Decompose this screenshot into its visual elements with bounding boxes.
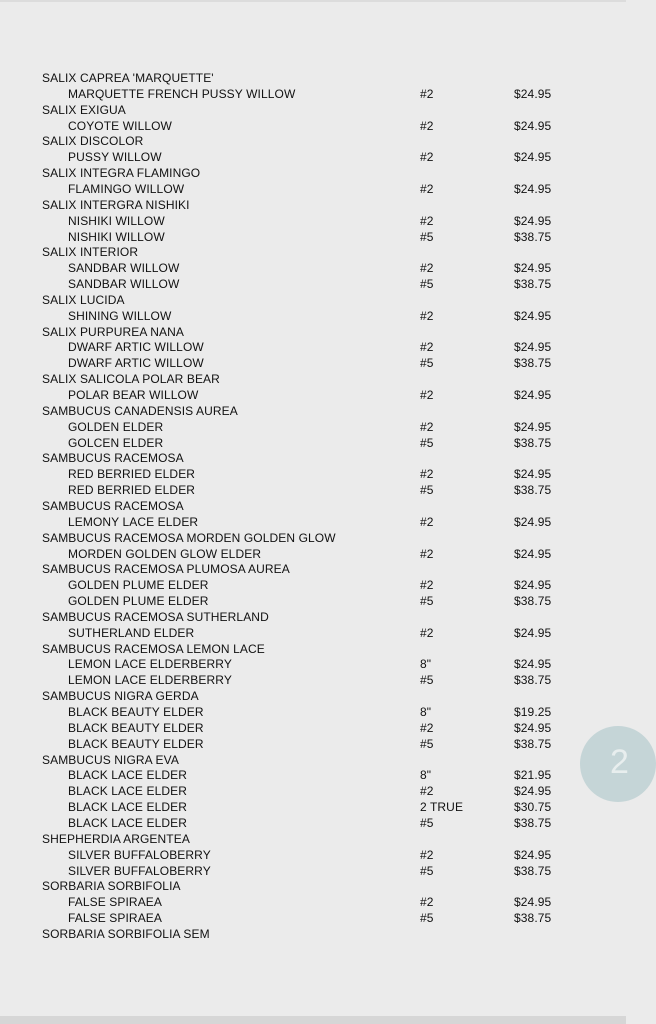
- item-row: [0, 339, 626, 355]
- genus-name: SALIX LUCIDA: [42, 292, 125, 307]
- price: $21.95: [514, 768, 552, 783]
- item-row: [0, 910, 626, 926]
- common-name: GOLCEN ELDER: [68, 435, 164, 450]
- price: $38.75: [514, 673, 552, 688]
- genus-row: [0, 197, 626, 213]
- price: $24.95: [514, 625, 552, 640]
- genus-name: SALIX DISCOLOR: [42, 134, 144, 149]
- item-row: [0, 815, 626, 831]
- genus-name: SALIX INTEGRA FLAMINGO: [42, 166, 201, 181]
- genus-name: SORBARIA SORBIFOLIA SEM: [42, 926, 210, 941]
- price: $38.75: [514, 356, 552, 371]
- item-row: [0, 514, 626, 530]
- price: $24.95: [514, 261, 552, 276]
- bottom-scroll-bar: [0, 1016, 626, 1024]
- genus-row: [0, 688, 626, 704]
- common-name: BLACK BEAUTY ELDER: [68, 736, 204, 751]
- item-row: [0, 276, 626, 292]
- price: $24.95: [514, 181, 552, 196]
- genus-row: [0, 561, 626, 577]
- common-name: POLAR BEAR WILLOW: [68, 388, 199, 402]
- page-number: 2: [610, 743, 629, 781]
- genus-row: [0, 878, 626, 894]
- item-row: [0, 213, 626, 229]
- genus-name: SALIX PURPUREA NANA: [42, 324, 184, 339]
- price: $38.75: [514, 435, 552, 450]
- genus-row: [0, 831, 626, 847]
- price: $24.95: [514, 118, 552, 133]
- genus-row: [0, 752, 626, 768]
- container-size: #2: [420, 847, 434, 862]
- common-name: DWARF ARTIC WILLOW: [68, 356, 204, 371]
- container-size: #5: [420, 594, 434, 608]
- item-row: [0, 181, 626, 197]
- container-size: #2: [420, 625, 434, 640]
- common-name: LEMON LACE ELDERBERRY: [68, 657, 232, 672]
- price: $24.95: [514, 388, 552, 402]
- container-size: #2: [420, 419, 434, 434]
- price: $38.75: [514, 594, 552, 608]
- container-size: #2: [420, 388, 434, 402]
- container-size: #2: [420, 213, 434, 228]
- price: $38.75: [514, 736, 552, 751]
- price: $24.95: [514, 308, 552, 323]
- common-name: FALSE SPIRAEA: [68, 911, 163, 925]
- container-size: 2 TRUE: [420, 800, 464, 815]
- price: $24.95: [514, 895, 552, 910]
- item-row: [0, 577, 626, 593]
- genus-row: [0, 609, 626, 625]
- price: $24.95: [514, 720, 552, 735]
- common-name: BLACK BEAUTY ELDER: [68, 705, 204, 719]
- container-size: #2: [420, 720, 434, 735]
- item-row: [0, 704, 626, 720]
- item-row: [0, 656, 626, 672]
- page-indicator[interactable]: [580, 726, 656, 802]
- common-name: BLACK LACE ELDER: [68, 784, 187, 799]
- container-size: 8": [420, 705, 432, 719]
- price: $24.95: [514, 514, 552, 529]
- common-name: SANDBAR WILLOW: [68, 261, 180, 276]
- genus-name: SAMBUCUS RACEMOSA MORDEN GOLDEN GLOW: [42, 530, 336, 545]
- item-row: [0, 229, 626, 245]
- container-size: #2: [420, 340, 434, 355]
- item-row: [0, 767, 626, 783]
- common-name: BLACK LACE ELDER: [68, 768, 187, 783]
- price: $24.95: [514, 546, 552, 561]
- common-name: BLACK LACE ELDER: [68, 800, 187, 815]
- price: $30.75: [514, 800, 552, 815]
- price: $38.75: [514, 229, 552, 244]
- genus-name: SALIX CAPREA 'MARQUETTE': [42, 71, 214, 85]
- common-name: SILVER BUFFALOBERRY: [68, 847, 211, 862]
- item-row: [0, 736, 626, 752]
- container-size: #2: [420, 181, 434, 196]
- container-size: #5: [420, 911, 434, 925]
- genus-name: SAMBUCUS RACEMOSA LEMON LACE: [42, 641, 265, 656]
- common-name: NISHIKI WILLOW: [68, 229, 165, 244]
- common-name: SUTHERLAND ELDER: [68, 625, 195, 640]
- price: $38.75: [514, 863, 552, 878]
- price: $38.75: [514, 483, 552, 498]
- genus-row: [0, 133, 626, 149]
- common-name: GOLDEN PLUME ELDER: [68, 594, 209, 608]
- container-size: #2: [420, 578, 434, 593]
- price: $24.95: [514, 86, 552, 101]
- common-name: SHINING WILLOW: [68, 308, 172, 323]
- container-size: #2: [420, 308, 434, 323]
- common-name: LEMONY LACE ELDER: [68, 514, 199, 529]
- item-row: [0, 720, 626, 736]
- genus-name: SAMBUCUS NIGRA GERDA: [42, 689, 199, 704]
- genus-row: [0, 244, 626, 260]
- price: $24.95: [514, 784, 552, 799]
- container-size: #5: [420, 673, 434, 688]
- container-size: #5: [420, 435, 434, 450]
- container-size: #2: [420, 784, 434, 799]
- common-name: BLACK BEAUTY ELDER: [68, 720, 204, 735]
- container-size: #2: [420, 261, 434, 276]
- genus-row: [0, 102, 626, 118]
- price: $24.95: [514, 847, 552, 862]
- genus-name: SALIX INTERIOR: [42, 245, 139, 260]
- common-name: GOLDEN ELDER: [68, 419, 164, 434]
- container-size: #2: [420, 467, 434, 482]
- price: $38.75: [514, 911, 552, 925]
- item-row: [0, 260, 626, 276]
- container-size: #5: [420, 356, 434, 371]
- item-row: [0, 783, 626, 799]
- container-size: #5: [420, 863, 434, 878]
- item-row: [0, 863, 626, 879]
- container-size: #5: [420, 815, 434, 830]
- item-row: [0, 435, 626, 451]
- item-row: [0, 799, 626, 815]
- item-row: [0, 546, 626, 562]
- genus-row: [0, 165, 626, 181]
- container-size: #2: [420, 86, 434, 101]
- common-name: FALSE SPIRAEA: [68, 895, 163, 910]
- price: $24.95: [514, 657, 552, 672]
- item-row: [0, 419, 626, 435]
- genus-name: SALIX EXIGUA: [42, 102, 126, 117]
- common-name: PUSSY WILLOW: [68, 150, 162, 165]
- item-row: [0, 387, 626, 403]
- genus-name: SALIX INTERGRA NISHIKI: [42, 197, 190, 212]
- common-name: NISHIKI WILLOW: [68, 213, 165, 228]
- container-size: #5: [420, 736, 434, 751]
- common-name: DWARF ARTIC WILLOW: [68, 340, 204, 355]
- container-size: #2: [420, 514, 434, 529]
- price: $19.25: [514, 705, 552, 719]
- common-name: GOLDEN PLUME ELDER: [68, 578, 209, 593]
- genus-name: SAMBUCUS RACEMOSA PLUMOSA AUREA: [42, 562, 290, 577]
- genus-row: [0, 403, 626, 419]
- container-size: #2: [420, 546, 434, 561]
- item-row: [0, 308, 626, 324]
- item-row: [0, 894, 626, 910]
- price: $24.95: [514, 419, 552, 434]
- container-size: #2: [420, 118, 434, 133]
- price: $38.75: [514, 277, 552, 291]
- genus-name: SAMBUCUS RACEMOSA: [42, 498, 184, 513]
- price: $38.75: [514, 815, 552, 830]
- common-name: MARQUETTE FRENCH PUSSY WILLOW: [68, 86, 296, 101]
- common-name: BLACK LACE ELDER: [68, 815, 187, 830]
- genus-row: [0, 324, 626, 340]
- genus-name: SAMBUCUS NIGRA EVA: [42, 752, 179, 767]
- common-name: SILVER BUFFALOBERRY: [68, 863, 211, 878]
- price: $24.95: [514, 213, 552, 228]
- item-row: [0, 86, 626, 102]
- price: $24.95: [514, 578, 552, 593]
- container-size: #5: [420, 229, 434, 244]
- genus-name: SHEPHERDIA ARGENTEA: [42, 831, 190, 846]
- container-size: #2: [420, 150, 434, 165]
- item-row: [0, 118, 626, 134]
- container-size: 8": [420, 657, 432, 672]
- item-row: [0, 847, 626, 863]
- genus-row: [0, 70, 626, 86]
- item-row: [0, 482, 626, 498]
- item-row: [0, 625, 626, 641]
- common-name: RED BERRIED ELDER: [68, 467, 196, 482]
- genus-name: SAMBUCUS RACEMOSA SUTHERLAND: [42, 609, 269, 624]
- genus-row: [0, 371, 626, 387]
- common-name: LEMON LACE ELDERBERRY: [68, 673, 232, 688]
- item-row: [0, 355, 626, 371]
- container-size: #5: [420, 277, 434, 291]
- container-size: #2: [420, 895, 434, 910]
- common-name: FLAMINGO WILLOW: [68, 181, 185, 196]
- genus-name: SORBARIA SORBIFOLIA: [42, 879, 181, 894]
- price: $24.95: [514, 467, 552, 482]
- price: $24.95: [514, 150, 552, 165]
- item-row: [0, 466, 626, 482]
- common-name: RED BERRIED ELDER: [68, 483, 196, 498]
- common-name: COYOTE WILLOW: [68, 118, 172, 133]
- genus-row: [0, 292, 626, 308]
- item-row: [0, 593, 626, 609]
- genus-row: [0, 926, 626, 942]
- common-name: MORDEN GOLDEN GLOW ELDER: [68, 546, 262, 561]
- genus-row: [0, 641, 626, 657]
- genus-row: [0, 530, 626, 546]
- genus-row: [0, 498, 626, 514]
- genus-name: SAMBUCUS CANADENSIS AUREA: [42, 403, 238, 418]
- genus-row: [0, 450, 626, 466]
- item-row: [0, 672, 626, 688]
- price: $24.95: [514, 340, 552, 355]
- container-size: 8": [420, 768, 432, 783]
- genus-name: SAMBUCUS RACEMOSA: [42, 451, 184, 466]
- common-name: SANDBAR WILLOW: [68, 277, 180, 291]
- item-row: [0, 149, 626, 165]
- genus-name: SALIX SALICOLA POLAR BEAR: [42, 372, 220, 387]
- container-size: #5: [420, 483, 434, 498]
